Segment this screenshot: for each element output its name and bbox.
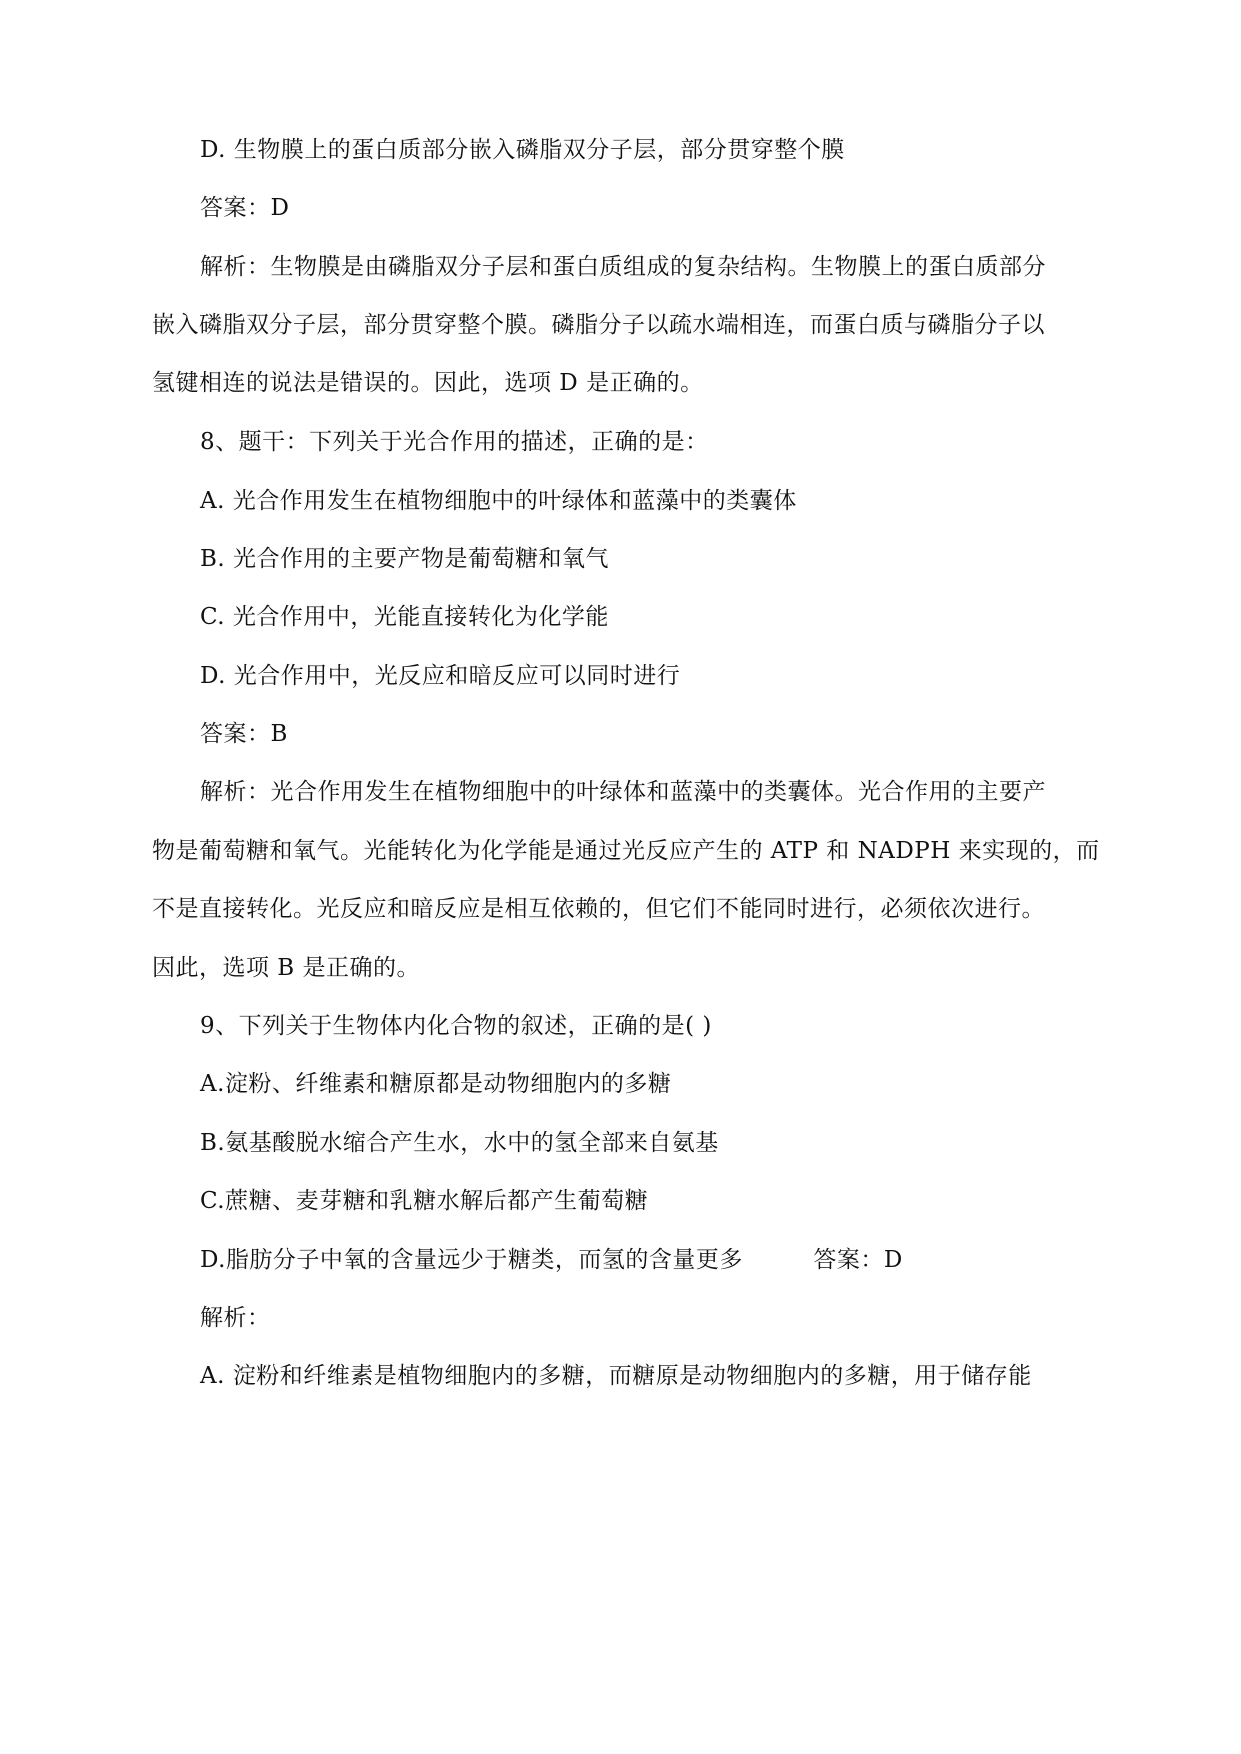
q9-stem: 9、下列关于生物体内化合物的叙述，正确的是( ) — [200, 1013, 712, 1039]
q8-option-c: C. 光合作用中，光能直接转化为化学能 — [200, 604, 609, 630]
q8-explanation-line-4: 因此，选项 B 是正确的。 — [152, 955, 421, 981]
q9-explanation-heading: 解析： — [200, 1305, 271, 1331]
q7-answer: 答案：D — [200, 195, 290, 221]
q8-explanation-line-3: 不是直接转化。光反应和暗反应是相互依赖的，但它们不能同时进行，必须依次进行。 — [152, 896, 1045, 922]
q8-option-b: B. 光合作用的主要产物是葡萄糖和氧气 — [200, 546, 610, 572]
q8-explanation-line-2: 物是葡萄糖和氧气。光能转化为化学能是通过光反应产生的 ATP 和 NADPH 来实现的，而 — [152, 838, 1100, 864]
q8-stem: 8、题干：下列关于光合作用的描述，正确的是： — [200, 429, 709, 455]
q8-option-a: A. 光合作用发生在植物细胞中的叶绿体和蓝藻中的类囊体 — [200, 488, 797, 514]
q7-explanation-line-3: 氢键相连的说法是错误的。因此，选项 D 是正确的。 — [152, 370, 704, 396]
q9-option-a: A.淀粉、纤维素和糖原都是动物细胞内的多糖 — [200, 1071, 672, 1097]
q9-explanation-line-1: A. 淀粉和纤维素是植物细胞内的多糖，而糖原是动物细胞内的多糖，用于储存能 — [200, 1363, 1032, 1389]
q8-answer: 答案：B — [200, 721, 288, 747]
q7-explanation-line-2: 嵌入磷脂双分子层，部分贯穿整个膜。磷脂分子以疏水端相连，而蛋白质与磷脂分子以 — [152, 312, 1045, 338]
q7-explanation-line-1: 解析：生物膜是由磷脂双分子层和蛋白质组成的复杂结构。生物膜上的蛋白质部分 — [200, 254, 1046, 280]
q8-explanation-line-1: 解析：光合作用发生在植物细胞中的叶绿体和蓝藻中的类囊体。光合作用的主要产 — [200, 779, 1046, 805]
q9-option-c: C.蔗糖、麦芽糖和乳糖水解后都产生葡萄糖 — [200, 1188, 649, 1214]
q7-option-d: D. 生物膜上的蛋白质部分嵌入磷脂双分子层，部分贯穿整个膜 — [200, 137, 845, 163]
q8-option-d: D. 光合作用中，光反应和暗反应可以同时进行 — [200, 663, 681, 689]
q9-option-d-and-answer: D.脂肪分子中氧的含量远少于糖类，而氢的含量更多 答案：D — [200, 1247, 903, 1273]
q9-option-b: B.氨基酸脱水缩合产生水，水中的氢全部来自氨基 — [200, 1130, 719, 1156]
